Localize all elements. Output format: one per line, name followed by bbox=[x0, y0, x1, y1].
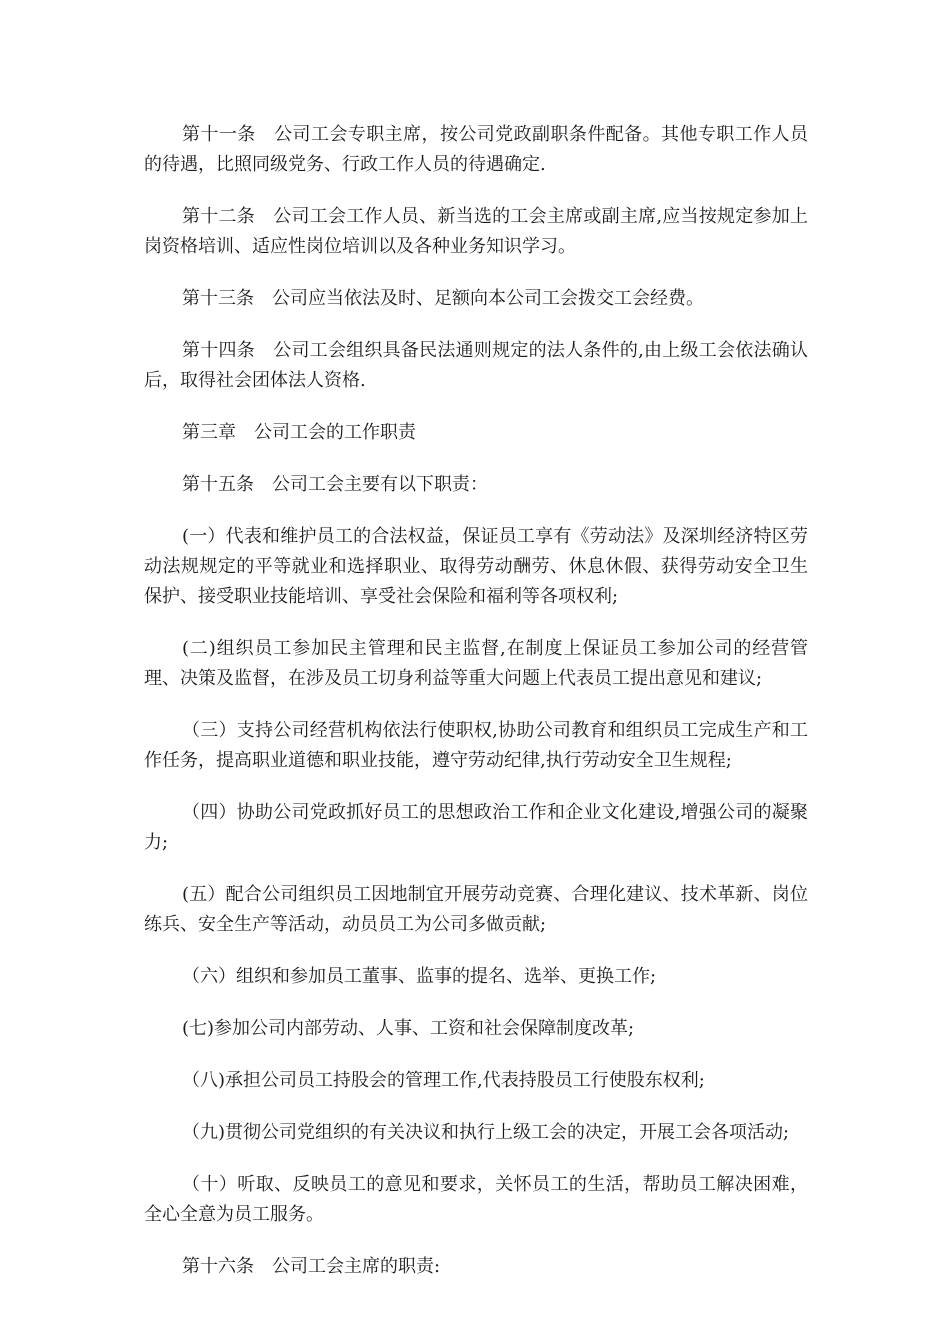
paragraph-article-15: 第十五条 公司工会主要有以下职责： bbox=[182, 474, 488, 495]
paragraph-article-12: 第十二条 公司工会工作人员、新当选的工会主席或副主席,应当按规定参加上岗资格培训、适应性岗位培训以及各种业务知识学习。 bbox=[144, 206, 808, 257]
list-item-duty-3: （三）支持公司经营机构依法行使职权,协助公司教育和组织员工完成生产和工作任务，提高职业道德和职业技能，遵守劳动纪律,执行劳动安全卫生规程; bbox=[144, 720, 808, 771]
list-item-duty-2: (二)组织员工参加民主管理和民主监督,在制度上保证员工参加公司的经营管理、决策及监督，在涉及员工切身利益等重大问题上代表员工提出意见和建议; bbox=[144, 638, 808, 689]
document-body bbox=[144, 120, 808, 1304]
list-item-duty-5: (五）配合公司组织员工因地制宜开展劳动竞赛、合理化建议、技术革新、岗位练兵、安全生产等活动，动员员工为公司多做贡献; bbox=[144, 884, 808, 935]
list-item-duty-10: （十）听取、反映员工的意见和要求，关怀员工的生活，帮助员工解决困难，全心全意为员工服务。 bbox=[144, 1174, 808, 1225]
list-item-duty-8: （八)承担公司员工持股会的管理工作,代表持股员工行使股东权利; bbox=[182, 1070, 705, 1091]
paragraph-article-11: 第十一条 公司工会专职主席，按公司党政副职条件配备。其他专职工作人员的待遇，比照同级党务、行政工作人员的待遇确定. bbox=[144, 124, 808, 175]
list-item-duty-4: （四）协助公司党政抓好员工的思想政治工作和企业文化建设,增强公司的凝聚力; bbox=[144, 802, 808, 853]
paragraph-article-16: 第十六条 公司工会主席的职责: bbox=[182, 1256, 441, 1277]
list-item-duty-7: (七)参加公司内部劳动、人事、工资和社会保障制度改革; bbox=[182, 1018, 635, 1039]
list-item-duty-6: （六）组织和参加员工董事、监事的提名、选举、更换工作; bbox=[182, 966, 657, 987]
chapter-heading-3: 第三章 公司工会的工作职责 bbox=[182, 422, 416, 443]
paragraph-article-13: 第十三条 公司应当依法及时、足额向本公司工会拨交工会经费。 bbox=[182, 288, 704, 309]
list-item-duty-1: (一）代表和维护员工的合法权益，保证员工享有《劳动法》及深圳经济特区劳动法规规定的平等就业和选择职业、取得劳动酬劳、休息休假、获得劳动安全卫生保护、接受职业技能培训、享受社会保险和福利等各项权利; bbox=[144, 526, 808, 607]
list-item-duty-9: （九)贯彻公司党组织的有关决议和执行上级工会的决定，开展工会各项活动; bbox=[182, 1122, 790, 1143]
paragraph-article-14: 第十四条 公司工会组织具备民法通则规定的法人条件的,由上级工会依法确认后，取得社会团体法人资格. bbox=[144, 340, 808, 391]
